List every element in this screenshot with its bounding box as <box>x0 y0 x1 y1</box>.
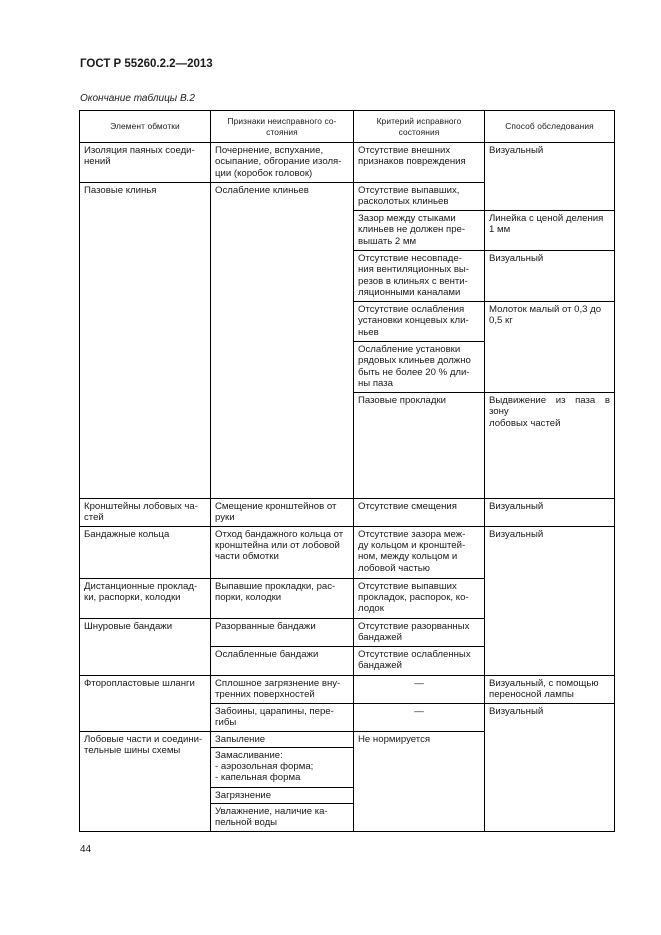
cell-sign: Загрязнение <box>211 787 354 803</box>
cell-criterion: Отсутствие зазора меж- ду кольцом и кронштей- ном, между кольцом и лобовой частью <box>354 526 485 578</box>
table-header-row <box>80 111 615 143</box>
cell-sign: Ослабленные бандажи <box>211 646 354 675</box>
cell-sign: Отход бандажного кольца от кронштейна или от лобовой части обмотки <box>211 526 354 578</box>
cell-method: Визуальный <box>485 498 615 526</box>
cell-method: Визуальный <box>485 251 615 302</box>
table-row <box>80 143 615 183</box>
cell-criterion: Отсутствие разорванных бандажей <box>354 618 485 646</box>
standard-number: ГОСТ Р 55260.2.2—2013 <box>80 58 213 70</box>
cell-criterion: — <box>354 675 485 703</box>
cell-element: Изоляция паяных соеди- нений <box>80 143 211 183</box>
table-caption: Окончание таблицы В.2 <box>80 93 195 104</box>
cell-criterion: Отсутствие ослабления установки концевых кли- ньев <box>354 302 485 342</box>
cell-sign: Выдвижение из паза в зону лобовых частей <box>485 393 615 499</box>
cell-sign: Увлажнение, наличие ка- пельной воды <box>211 803 354 831</box>
cell-sign: Ослабление клиньев <box>211 183 354 499</box>
column-header-element: Элемент обмотки <box>80 111 211 143</box>
cell-sign: Смещение кронштейнов от руки <box>211 498 354 526</box>
cell-method: Линейка с ценой деления 1 мм <box>485 211 615 251</box>
cell-criterion: Отсутствие ослабленных бандажей <box>354 646 485 675</box>
cell-sign: Замасливание: - аэрозольная форма; - капельная форма <box>211 747 354 787</box>
cell-element: Пазовые прокладки <box>354 393 485 499</box>
cell-sign: Почернение, вспухание, осыпание, обгорание изоля- ции (коробок головок) <box>211 143 354 183</box>
cell-criterion: — <box>354 703 485 731</box>
cell-criterion: Отсутствие выпавших прокладок, распорок, ко- лодок <box>354 578 485 618</box>
cell-element: Дистанционные проклад- ки, распорки, колодки <box>80 578 211 618</box>
cell-criterion: Отсутствие внешних признаков повреждения <box>354 143 485 183</box>
cell-method: Визуальный <box>485 526 615 675</box>
cell-criterion: Зазор между стыками клиньев не должен пре- вышать 2 мм <box>354 211 485 251</box>
cell-criterion: Отсутствие смещения <box>354 498 485 526</box>
cell-criterion: Отсутствие несовпаде- ния вентиляционных вы- резов в клиньях с венти- ляционными каналами <box>354 251 485 302</box>
cell-criterion: Не нормируется <box>354 731 485 831</box>
column-header-method: Способ обследования <box>485 111 615 143</box>
cell-sign: Выпавшие прокладки, рас- порки, колодки <box>211 578 354 618</box>
cell-method: Молоток малый от 0,3 до 0,5 кг <box>485 302 615 393</box>
page-number: 44 <box>80 844 92 855</box>
inspection-table <box>79 110 615 832</box>
cell-criterion: Ослабление установки рядовых клиньев должно быть не более 20 % дли- ны паза <box>354 342 485 393</box>
cell-element: Бандажные кольца <box>80 526 211 578</box>
table-row <box>80 675 615 703</box>
table-row <box>80 498 615 526</box>
cell-sign: Сплошное загрязнение вну- тренних поверхностей <box>211 675 354 703</box>
cell-element: Фторопластовые шланги <box>80 675 211 731</box>
cell-method: Визуальный <box>485 703 615 831</box>
cell-criterion: Отсутствие выпавших, расколотых клиньев <box>354 183 485 211</box>
table-row <box>80 526 615 578</box>
cell-method: Визуальный <box>485 143 615 211</box>
cell-sign: Разорванные бандажи <box>211 618 354 646</box>
cell-element: Пазовые клинья <box>80 183 211 499</box>
cell-element: Кронштейны лобовых ча- стей <box>80 498 211 526</box>
column-header-criterion: Критерий исправного состояния <box>354 111 485 143</box>
cell-sign: Запыление <box>211 731 354 747</box>
column-header-signs: Признаки неисправного со- стояния <box>211 111 354 143</box>
cell-element: Лобовые части и соедини- тельные шины схемы <box>80 731 211 831</box>
cell-element: Шнуровые бандажи <box>80 618 211 675</box>
cell-sign: Забоины, царапины, пере- гибы <box>211 703 354 731</box>
cell-method: Визуальный, с помощью переносной лампы <box>485 675 615 703</box>
